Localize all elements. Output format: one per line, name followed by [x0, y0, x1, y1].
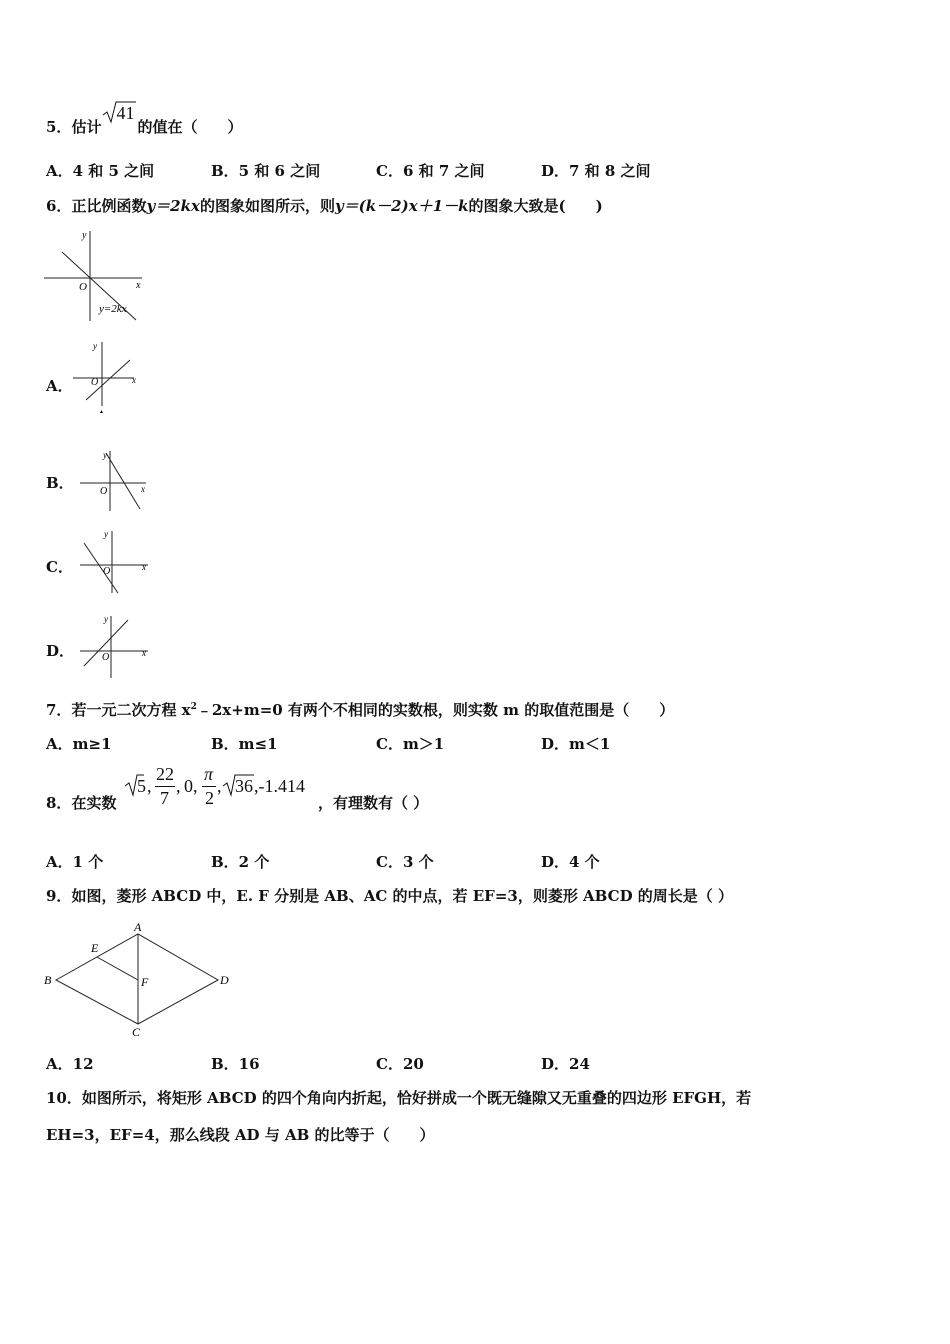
q6-option-a[interactable]: A． [46, 377, 73, 395]
q5-option-a[interactable]: A．4 和 5 之间 [46, 162, 155, 180]
q7-option-c[interactable]: C．m＞1 [376, 735, 445, 753]
q6-c-origin: O [103, 566, 111, 577]
q6-a-mark: ▲ [99, 410, 104, 415]
q6-main-x-label: x [136, 280, 141, 291]
q6-option-c[interactable]: C． [46, 558, 73, 576]
q8-comma-1: , [147, 776, 152, 796]
q6-c-y-label: y [104, 529, 108, 539]
q7-stem [46, 699, 674, 720]
q6-option-d[interactable]: D． [46, 642, 75, 660]
q8-option-a[interactable]: A．1 个 [46, 853, 104, 871]
q7-text-1: 若一元二次方程 x [71, 701, 191, 719]
q6-b-origin: O [100, 486, 108, 497]
q9-option-d[interactable]: D．24 [541, 1055, 590, 1073]
q6-a-origin: O [91, 377, 99, 388]
q6-main-y-label: y [82, 230, 87, 241]
q8-pi: π [204, 764, 214, 784]
q9-option-b[interactable]: B．16 [211, 1055, 260, 1073]
q9-option-c[interactable]: C．20 [376, 1055, 424, 1073]
q6-main-graph [44, 228, 149, 323]
q9-option-a[interactable]: A．12 [46, 1055, 94, 1073]
q8-number: 8． [46, 794, 72, 812]
q5-number: 5． [46, 118, 72, 136]
q10-stem-line-1 [46, 1087, 751, 1108]
q9-number: 9． [46, 887, 72, 905]
q6-main-origin: O [79, 281, 87, 293]
q5-text-post: 的值在（ ） [137, 118, 243, 136]
q6-number: 6． [46, 197, 72, 215]
q6-text-2: 的图象如图所示，则 [199, 197, 335, 215]
q6-c-line [84, 543, 118, 593]
q8-sqrt36-value: 36 [235, 776, 253, 796]
q8-number-list [124, 764, 319, 814]
q5-option-b[interactable]: B．5 和 6 之间 [211, 162, 321, 180]
q9-label-c: C [132, 1025, 141, 1039]
q8-comma-2: , [176, 776, 181, 796]
q10-stem-line-2: EH=3，EF=4，那么线段 AD 与 AB 的比等于（ ） [46, 1126, 435, 1144]
q9-label-f: F [141, 975, 149, 989]
q9-label-b: B [44, 973, 52, 987]
q6-graph-c[interactable] [76, 527, 156, 597]
q6-option-b[interactable]: B． [46, 474, 74, 492]
q9-label-a: A [134, 920, 142, 934]
q8-option-d[interactable]: D．4 个 [541, 853, 600, 871]
q8-text-post: ，有理数有（ ） [318, 794, 429, 812]
q6-main-line-label: y=2kx [99, 303, 127, 315]
q8-frac-denominator: 7 [160, 788, 169, 808]
q8-text-pre: 在实数 [71, 794, 117, 812]
q9-segment-ef [97, 957, 138, 980]
q6-graph-b[interactable] [76, 447, 152, 515]
q7-option-b[interactable]: B．m≤1 [211, 735, 278, 753]
q8-comma-3: , [217, 776, 222, 796]
q10-number: 10． [46, 1089, 82, 1107]
q8-neg-value: ,-1.414 [254, 776, 305, 796]
q5-radicand: 41 [116, 103, 135, 123]
q8-option-c[interactable]: C．3 个 [376, 853, 434, 871]
q6-formula-2: y＝(k－2)x＋1－k [334, 197, 469, 215]
q6-a-x-label: x [132, 375, 136, 385]
q9-stem [46, 885, 733, 906]
q5-text-pre: 估计 [71, 118, 102, 136]
q8-pi-denominator: 2 [205, 788, 214, 808]
q7-text-2: ﹣2x+m=0 有两个不相同的实数根，则实数 m 的取值范围是（ ） [196, 701, 675, 719]
q7-number: 7． [46, 701, 72, 719]
q6-stem [46, 195, 603, 216]
q5-option-d[interactable]: D．7 和 8 之间 [541, 162, 651, 180]
q6-d-origin: O [102, 652, 110, 663]
q6-graph-a[interactable] [70, 338, 142, 416]
q6-text-3: 的图象大致是( ) [468, 197, 603, 215]
q8-sqrt5-value: 5 [137, 776, 146, 796]
q7-option-a[interactable]: A．m≥1 [46, 735, 112, 753]
q9-rhombus-figure [42, 920, 242, 1040]
q6-b-y-label: y [103, 450, 107, 460]
q5-option-c[interactable]: C．6 和 7 之间 [376, 162, 485, 180]
q7-exponent: 2 [190, 702, 197, 712]
q8-frac-bar [155, 786, 175, 787]
q7-option-d[interactable]: D．m＜1 [541, 735, 611, 753]
q6-a-y-label: y [93, 341, 97, 351]
q6-b-line [106, 453, 140, 509]
q5-sqrt [101, 103, 137, 132]
q5-stem [46, 103, 243, 137]
q6-c-x-label: x [142, 562, 146, 572]
q6-text-1: 正比例函数 [71, 197, 147, 215]
q6-b-x-label: x [141, 484, 145, 494]
q6-formula-1: y＝2kx [146, 197, 200, 215]
q8-stem [46, 792, 116, 813]
q8-option-b[interactable]: B．2 个 [211, 853, 270, 871]
q8-pi-bar [202, 786, 216, 787]
q8-frac-numerator: 22 [156, 764, 174, 784]
q8-zero: 0, [184, 776, 198, 796]
q9-label-e: E [91, 941, 99, 955]
q6-graph-d[interactable] [76, 612, 156, 680]
q6-d-x-label: x [142, 648, 146, 658]
q10-text-1: 如图所示，将矩形 ABCD 的四个角向内折起，恰好拼成一个既无缝隙又无重叠的四边形 EFGH，若 [81, 1089, 752, 1107]
q9-text: 如图，菱形 ABCD 中，E. F 分别是 AB、AC 的中点，若 EF=3，则菱形 ABCD 的周长是（ ） [71, 887, 734, 905]
q9-label-d: D [220, 973, 229, 987]
q6-d-y-label: y [104, 614, 108, 624]
